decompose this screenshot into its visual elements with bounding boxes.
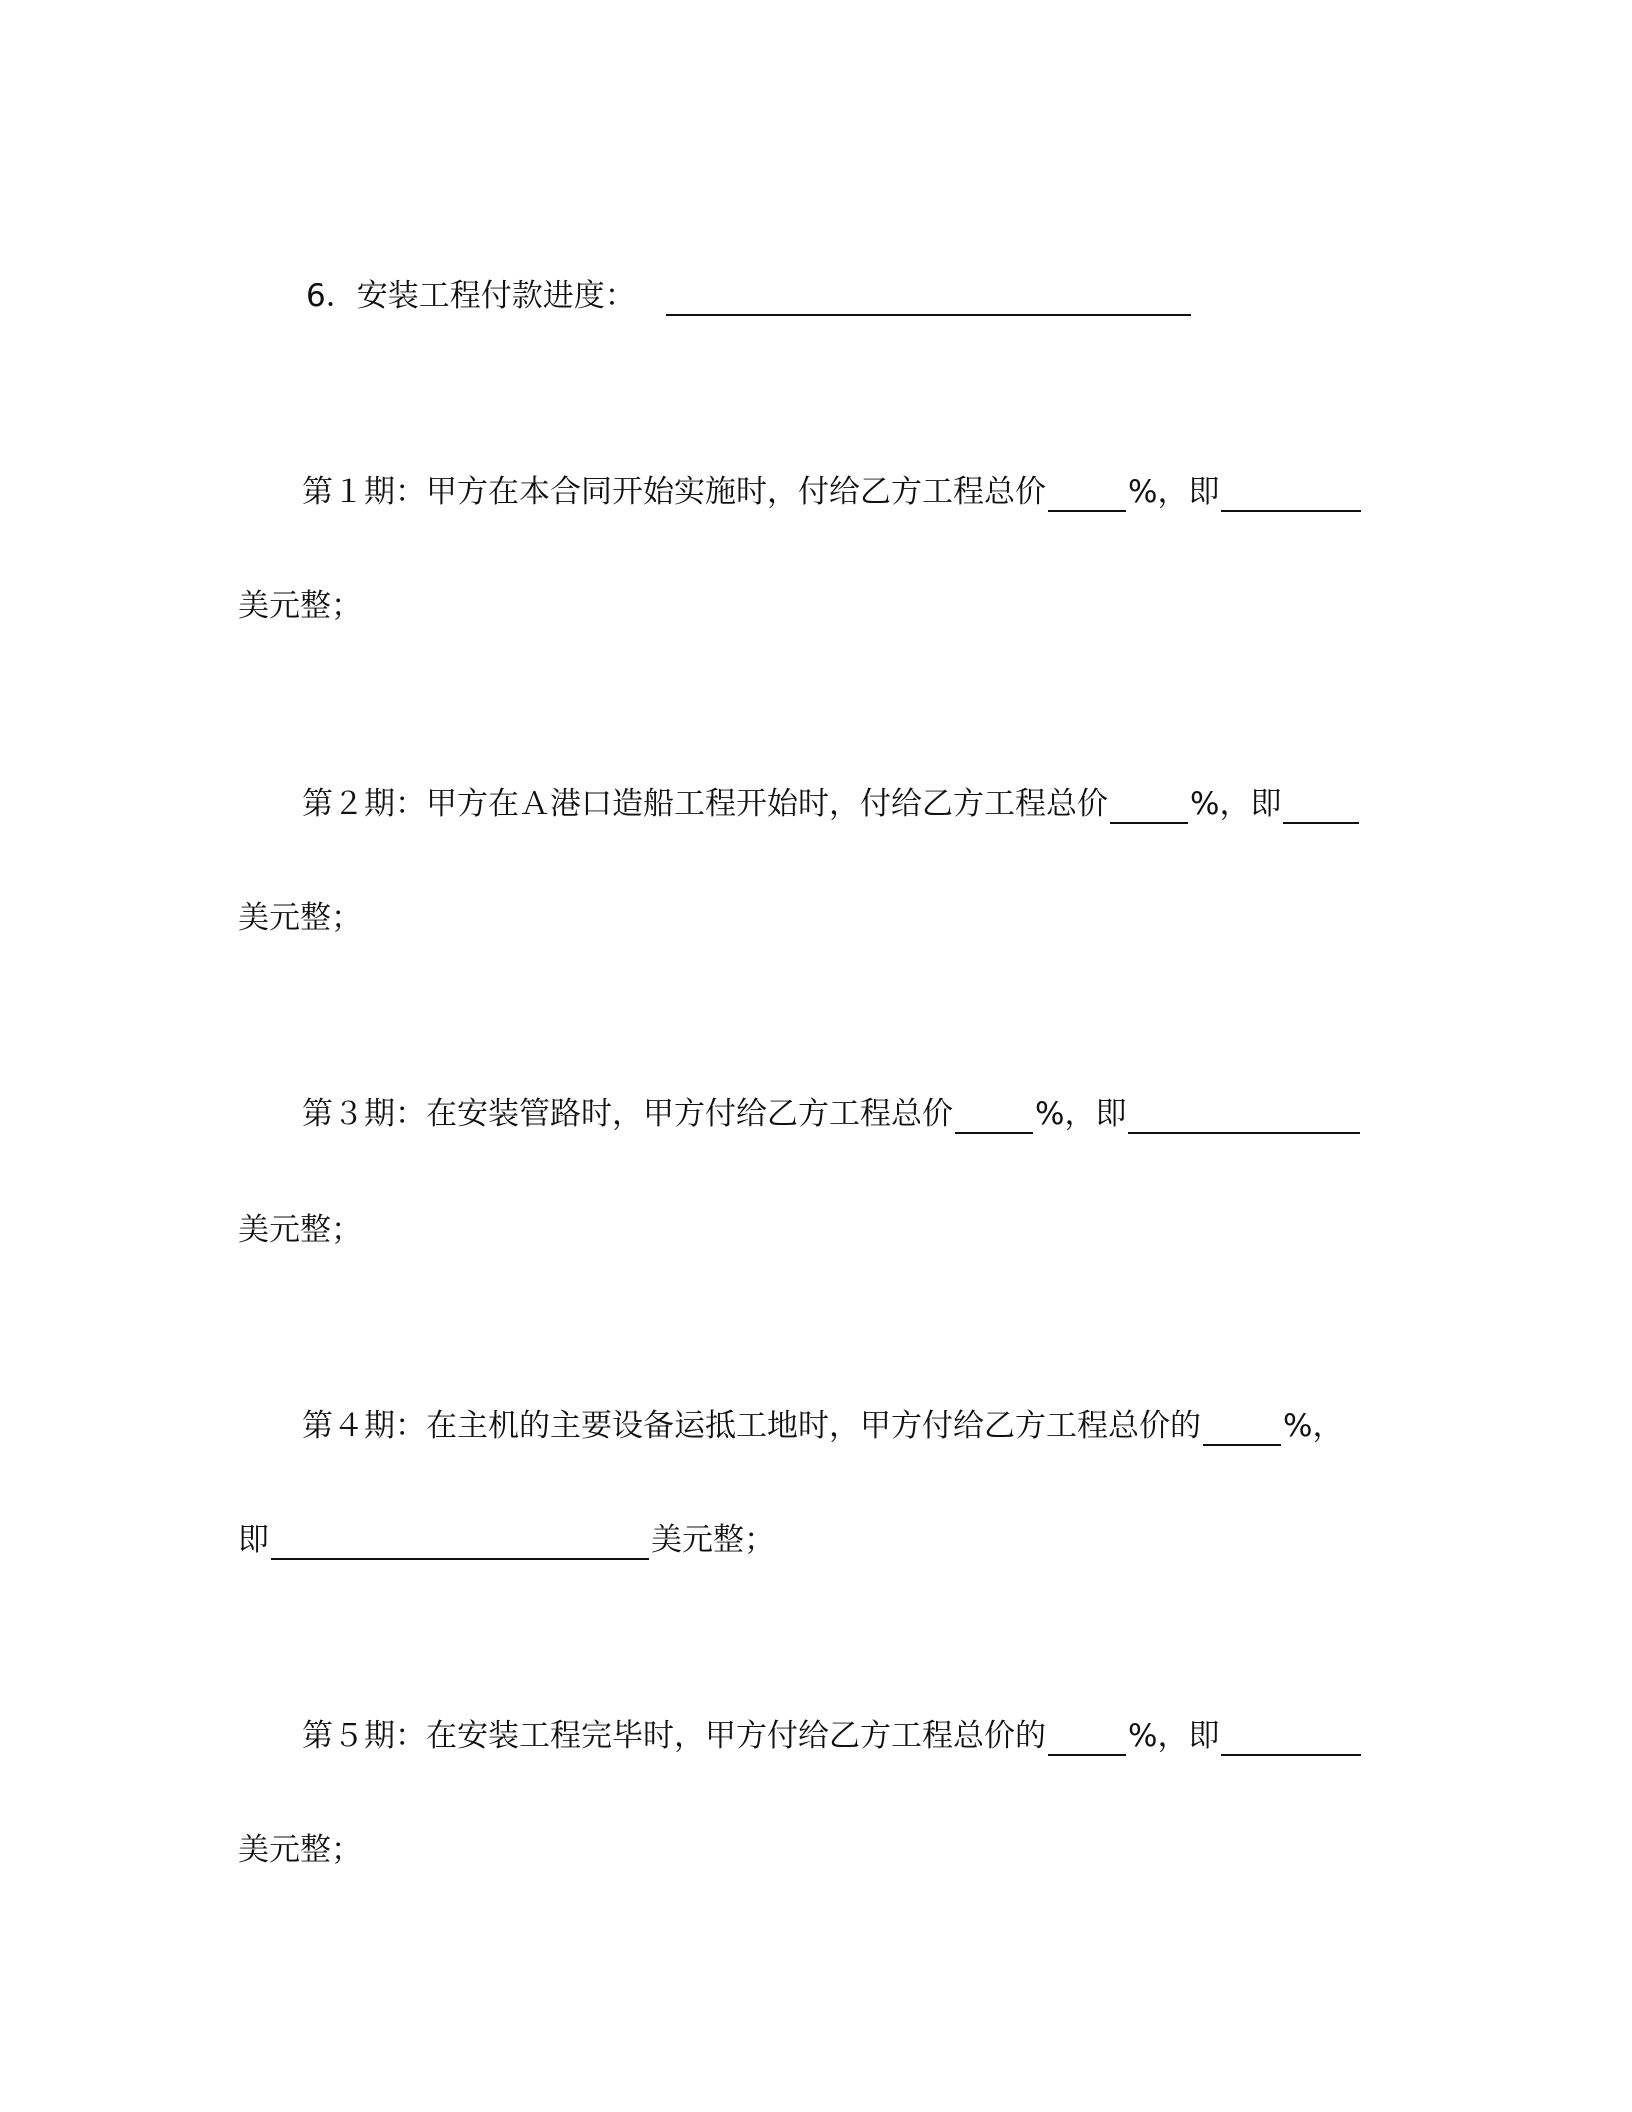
installment-3-percent-suffix: %，即 <box>1035 1096 1127 1132</box>
installment-3-currency: 美元整； <box>238 1212 362 1248</box>
section-number: 6． <box>306 278 357 314</box>
installment-3-text: 第３期：在安装管路时，甲方付给乙方工程总价 <box>302 1096 953 1132</box>
installment-4-text: 第４期：在主机的主要设备运抵工地时，甲方付给乙方工程总价的 <box>302 1408 1201 1444</box>
installment-4-percent-blank[interactable] <box>1203 1408 1281 1446</box>
installment-3-continuation <box>238 1210 362 1250</box>
installment-4-continuation-prefix: 即 <box>238 1522 269 1558</box>
installment-2-currency: 美元整； <box>238 900 362 936</box>
installment-3-amount-blank[interactable] <box>1128 1096 1360 1134</box>
installment-3-percent-blank[interactable] <box>955 1096 1033 1134</box>
installment-2-text: 第２期：甲方在Ａ港口造船工程开始时，付给乙方工程总价 <box>302 786 1108 822</box>
installment-1-continuation <box>238 586 362 626</box>
installment-5-percent-suffix: %，即 <box>1128 1718 1220 1754</box>
installment-5-amount-blank[interactable] <box>1221 1718 1361 1756</box>
installment-2-amount-blank[interactable] <box>1283 786 1359 824</box>
installment-5-percent-blank[interactable] <box>1048 1718 1126 1756</box>
installment-2-percent-blank[interactable] <box>1110 786 1188 824</box>
installment-5-line <box>302 1716 1363 1756</box>
installment-3-line <box>302 1094 1362 1134</box>
section-heading <box>306 276 1193 316</box>
installment-4-amount-blank[interactable] <box>271 1522 649 1560</box>
installment-2-line <box>302 784 1361 824</box>
installment-4-line <box>302 1406 1343 1446</box>
payment-schedule-blank[interactable] <box>666 278 1191 316</box>
installment-1-line <box>302 472 1363 512</box>
installment-5-continuation <box>238 1830 362 1870</box>
installment-1-amount-blank[interactable] <box>1221 474 1361 512</box>
installment-1-text: 第１期：甲方在本合同开始实施时，付给乙方工程总价 <box>302 474 1046 510</box>
section-title: 安装工程付款进度： <box>356 278 636 314</box>
installment-4-currency: 美元整； <box>651 1522 775 1558</box>
installment-4-continuation <box>238 1520 775 1560</box>
installment-1-percent-blank[interactable] <box>1048 474 1126 512</box>
installment-2-percent-suffix: %，即 <box>1190 786 1282 822</box>
installment-1-currency: 美元整； <box>238 588 362 624</box>
installment-1-percent-suffix: %，即 <box>1128 474 1220 510</box>
installment-4-percent-suffix: %， <box>1283 1408 1344 1444</box>
installment-2-continuation <box>238 898 362 938</box>
installment-5-currency: 美元整； <box>238 1832 362 1868</box>
installment-5-text: 第５期：在安装工程完毕时，甲方付给乙方工程总价的 <box>302 1718 1046 1754</box>
